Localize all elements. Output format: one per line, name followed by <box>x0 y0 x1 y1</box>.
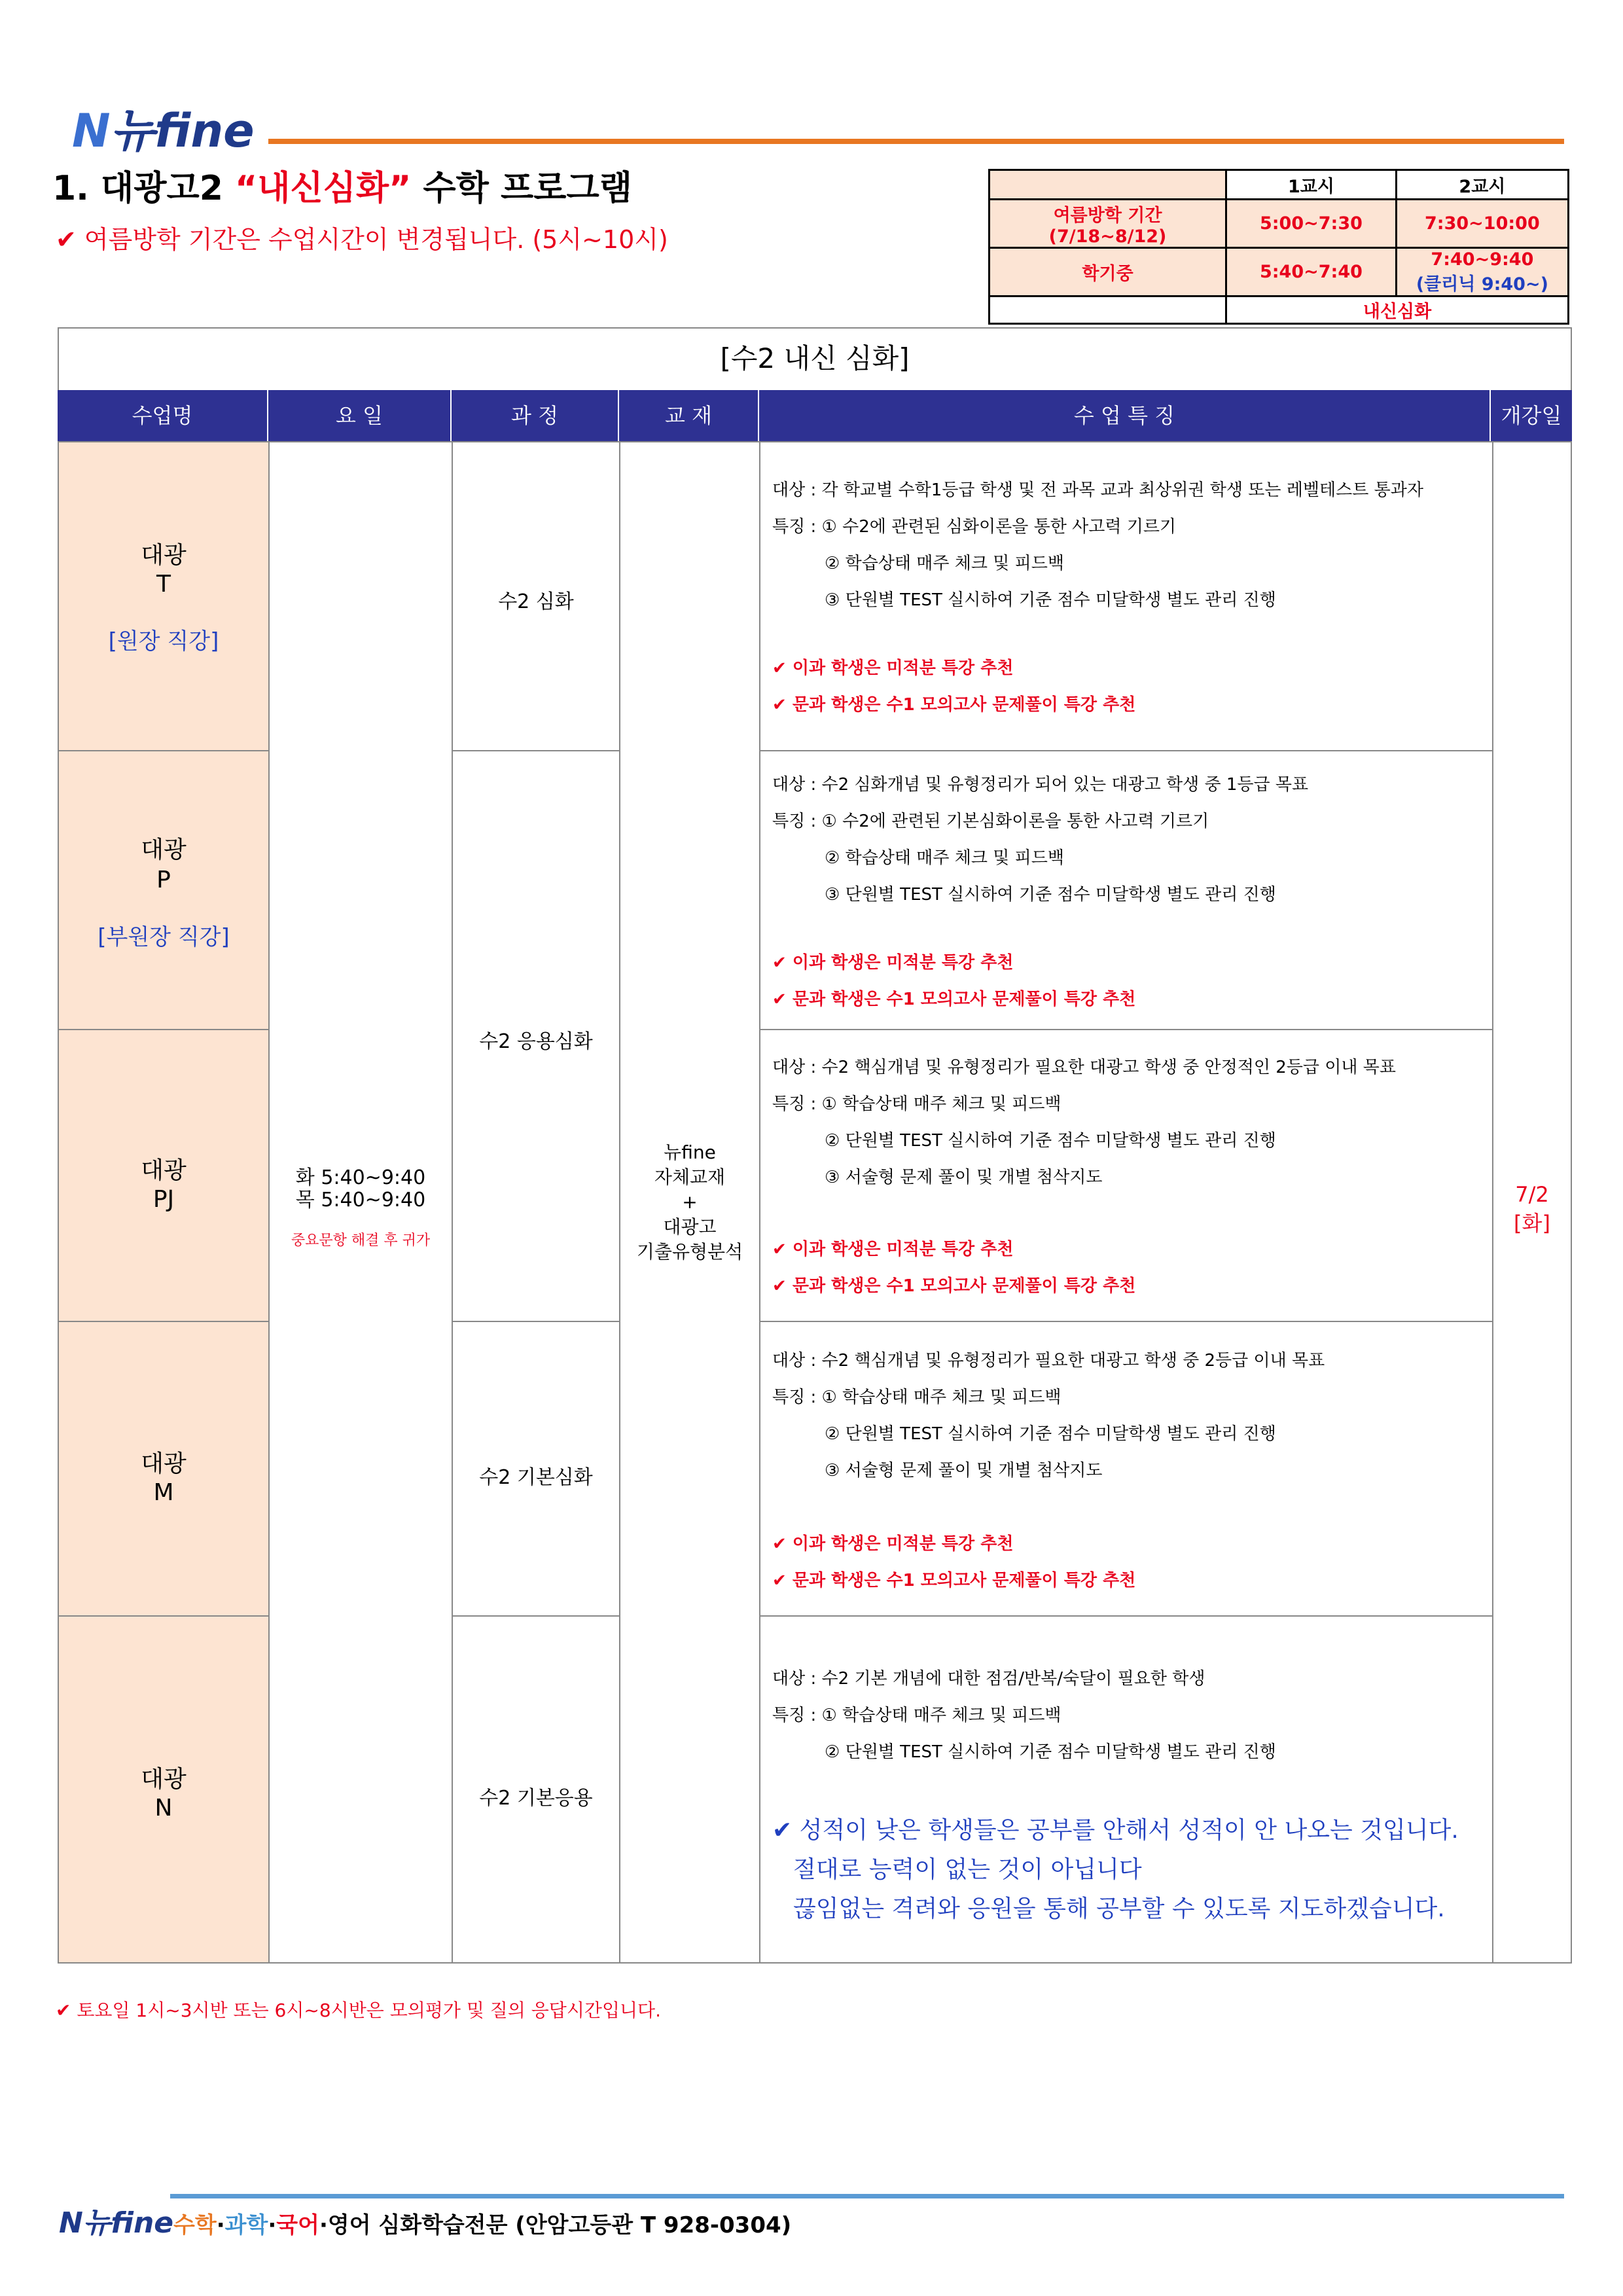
class-row-PJ <box>58 1029 270 1322</box>
class-row-N <box>58 1615 270 1964</box>
class-name: 대광 <box>141 836 187 863</box>
tt-cell <box>1396 248 1568 296</box>
course-name: 수2 기본심화 <box>479 1466 593 1489</box>
footer-korean: 국어 <box>276 2212 319 2238</box>
feature-target: 대상 : 수2 핵심개념 및 유형정리가 필요한 대광고 학생 중 안정적인 2등급 이내 목표 <box>772 1058 1396 1077</box>
tt-row-label <box>990 200 1226 248</box>
class-code: P <box>156 867 171 893</box>
class-code: T <box>156 571 171 598</box>
tt-cell-clinic: (클리닉 9:40~) <box>1416 274 1548 295</box>
encouragement-2: 절대로 능력이 없는 것이 아닙니다 <box>793 1856 1142 1883</box>
feature-3: ③ 서술형 문제 풀이 및 개별 첨삭지도 <box>825 1168 1103 1187</box>
course-name: 수2 기본응용 <box>479 1787 593 1810</box>
feature-recommend-2: ✔ 문과 학생은 수1 모의고사 문제풀이 특강 추천 <box>772 695 1136 715</box>
tt-foot-label: 내신심화 <box>1226 296 1569 324</box>
feature-3: ③ 단원별 TEST 실시하여 기준 점수 미달학생 별도 관리 진행 <box>825 590 1276 610</box>
textbook-l4: 대광고 <box>663 1216 717 1238</box>
brand-logo <box>72 98 268 164</box>
col-header-textbook: 교 재 <box>619 390 759 441</box>
feature-target: 대상 : 수2 기본 개념에 대한 점검/반복/숙달이 필요한 학생 <box>772 1669 1205 1689</box>
class-name: 대광 <box>141 1450 187 1477</box>
feature-recommend-1: ✔ 이과 학생은 미적분 특강 추천 <box>772 1240 1014 1259</box>
feature-target: 대상 : 각 학교별 수학1등급 학생 및 전 과목 교과 최상위권 학생 또는 레벨테스트 통과자 <box>772 480 1423 500</box>
class-name: 대광 <box>141 542 187 569</box>
encouragement-1: ✔ 성적이 낮은 학생들은 공부를 안해서 성적이 안 나오는 것입니다. <box>772 1817 1459 1844</box>
col-header-start: 개강일 <box>1501 403 1562 428</box>
tt-row-label-line1: 여름방학 기간 <box>1053 205 1162 226</box>
feature-target: 대상 : 수2 핵심개념 및 유형정리가 필요한 대광고 학생 중 2등급 이내 목표 <box>772 1351 1325 1371</box>
tt-cell: 5:40~7:40 <box>1226 248 1397 296</box>
title-suffix: 수학 프로그램 <box>411 169 632 208</box>
col-header-features: 수 업 특 징 <box>759 390 1491 441</box>
page-title <box>52 160 632 209</box>
schedule-cell <box>268 441 453 1964</box>
footnote: ✔ 토요일 1시~3시반 또는 6시~8시반은 모의평가 및 질의 응답시간입니다. <box>56 2000 661 2021</box>
col-header-day: 요 일 <box>268 390 452 441</box>
feature-2: ② 학습상태 매주 체크 및 피드백 <box>825 848 1065 868</box>
textbook-cell <box>619 441 760 1964</box>
class-teacher: [부원장 직강] <box>98 924 230 950</box>
feature-2: ② 단원별 TEST 실시하여 기준 점수 미달학생 별도 관리 진행 <box>825 1131 1276 1151</box>
course-name: 수2 심화 <box>498 590 574 613</box>
feature-3: ③ 단원별 TEST 실시하여 기준 점수 미달학생 별도 관리 진행 <box>825 885 1276 905</box>
feature-recommend-2: ✔ 문과 학생은 수1 모의고사 문제풀이 특강 추천 <box>772 1571 1136 1590</box>
start-date: 7/2 <box>1515 1182 1549 1207</box>
logo-fine: fine <box>154 104 255 158</box>
course-cell <box>452 1321 620 1617</box>
tt-head-empty <box>990 170 1226 200</box>
footer-text <box>173 2207 791 2239</box>
feature-2: ② 학습상태 매주 체크 및 피드백 <box>825 554 1065 573</box>
feature-recommend-2: ✔ 문과 학생은 수1 모의고사 문제풀이 특강 추천 <box>772 1276 1136 1296</box>
footer-divider <box>170 2194 1564 2198</box>
tt-head-period2: 2교시 <box>1396 170 1568 200</box>
footer-dot: · <box>216 2212 225 2238</box>
footer-science: 과학 <box>224 2212 268 2238</box>
features-cell <box>759 1321 1493 1617</box>
footer-dot: · <box>268 2212 277 2238</box>
schedule-tue: 화 5:40~9:40 <box>295 1166 426 1189</box>
tt-cell: 7:30~10:00 <box>1396 200 1568 248</box>
feature-1: 특징 : ① 학습상태 매주 체크 및 피드백 <box>772 1706 1061 1725</box>
title-accent: “내신심화” <box>235 169 412 208</box>
footer-math: 수학 <box>173 2212 217 2238</box>
features-cell <box>759 441 1493 751</box>
time-table <box>988 169 1569 325</box>
textbook-l2: 자체교재 <box>654 1166 726 1188</box>
feature-3: ③ 서술형 문제 풀이 및 개별 첨삭지도 <box>825 1461 1103 1480</box>
tt-cell-time: 7:40~9:40 <box>1431 249 1534 270</box>
main-table-title: [수2 내신 심화] <box>720 342 910 374</box>
tt-row-label: 학기중 <box>990 248 1226 296</box>
feature-recommend-1: ✔ 이과 학생은 미적분 특강 추천 <box>772 953 1014 973</box>
class-code: M <box>153 1479 174 1506</box>
course-cell <box>452 441 620 751</box>
course-cell <box>452 1615 620 1964</box>
feature-1: 특징 : ① 수2에 관련된 심화이론을 통한 사고력 기르기 <box>772 517 1177 537</box>
feature-1: 특징 : ① 수2에 관련된 기본심화이론을 통한 사고력 기르기 <box>772 812 1209 831</box>
schedule-note: 중요문항 해결 후 귀가 <box>291 1232 431 1249</box>
logo-mark: N <box>72 104 111 158</box>
feature-2: ② 단원별 TEST 실시하여 기준 점수 미달학생 별도 관리 진행 <box>825 1424 1276 1444</box>
textbook-l1: 뉴fine <box>664 1141 716 1163</box>
tt-head-period1: 1교시 <box>1226 170 1397 200</box>
course-name: 수2 응용심화 <box>479 1030 593 1053</box>
class-code: N <box>154 1795 173 1821</box>
features-cell <box>759 750 1493 1030</box>
class-code: PJ <box>152 1186 175 1213</box>
schedule-thu: 목 5:40~9:40 <box>295 1189 426 1211</box>
title-prefix: 1. 대광고2 <box>52 169 236 208</box>
footer-rest: ·영어 심화학습전문 (안암고등관 T 928-0304) <box>319 2212 792 2238</box>
feature-1: 특징 : ① 학습상태 매주 체크 및 피드백 <box>772 1388 1061 1407</box>
class-row-P <box>58 750 270 1030</box>
textbook-l3: + <box>682 1191 698 1213</box>
feature-target: 대상 : 수2 심화개념 및 유형정리가 되어 있는 대광고 학생 중 1등급 목표 <box>772 775 1309 795</box>
header-divider <box>268 139 1564 144</box>
tt-cell: 5:00~7:30 <box>1226 200 1397 248</box>
start-date-cell <box>1492 441 1572 1964</box>
class-name: 대광 <box>141 1766 187 1793</box>
col-header-name: 수업명 <box>58 390 268 441</box>
feature-1: 특징 : ① 학습상태 매주 체크 및 피드백 <box>772 1094 1061 1114</box>
class-name: 대광 <box>141 1157 187 1184</box>
feature-2: ② 단원별 TEST 실시하여 기준 점수 미달학생 별도 관리 진행 <box>825 1742 1276 1762</box>
page-subtitle: ✔ 여름방학 기간은 수업시간이 변경됩니다. (5시~10시) <box>56 225 668 254</box>
class-row-M <box>58 1321 270 1617</box>
feature-recommend-1: ✔ 이과 학생은 미적분 특강 추천 <box>772 1534 1014 1554</box>
col-header-course: 과 정 <box>452 390 619 441</box>
course-cell <box>452 750 620 1322</box>
class-teacher: [원장 직강] <box>108 628 219 655</box>
features-cell <box>759 1029 1493 1322</box>
feature-recommend-2: ✔ 문과 학생은 수1 모의고사 문제풀이 특강 추천 <box>772 990 1136 1009</box>
features-cell <box>759 1615 1493 1964</box>
logo-nyu: 뉴 <box>110 104 155 158</box>
start-day: [화] <box>1514 1211 1550 1236</box>
tt-row-label-line2: (7/18~8/12) <box>1048 226 1167 247</box>
main-table-header <box>58 390 1572 441</box>
class-row-T <box>58 441 270 751</box>
textbook-l5: 기출유형분석 <box>636 1241 743 1263</box>
tt-foot-empty <box>990 296 1226 324</box>
footer-logo: N뉴fine <box>59 2206 174 2240</box>
feature-recommend-1: ✔ 이과 학생은 미적분 특강 추천 <box>772 658 1014 678</box>
encouragement-3: 끊임없는 격려와 응원을 통해 공부할 수 있도록 지도하겠습니다. <box>793 1895 1445 1922</box>
